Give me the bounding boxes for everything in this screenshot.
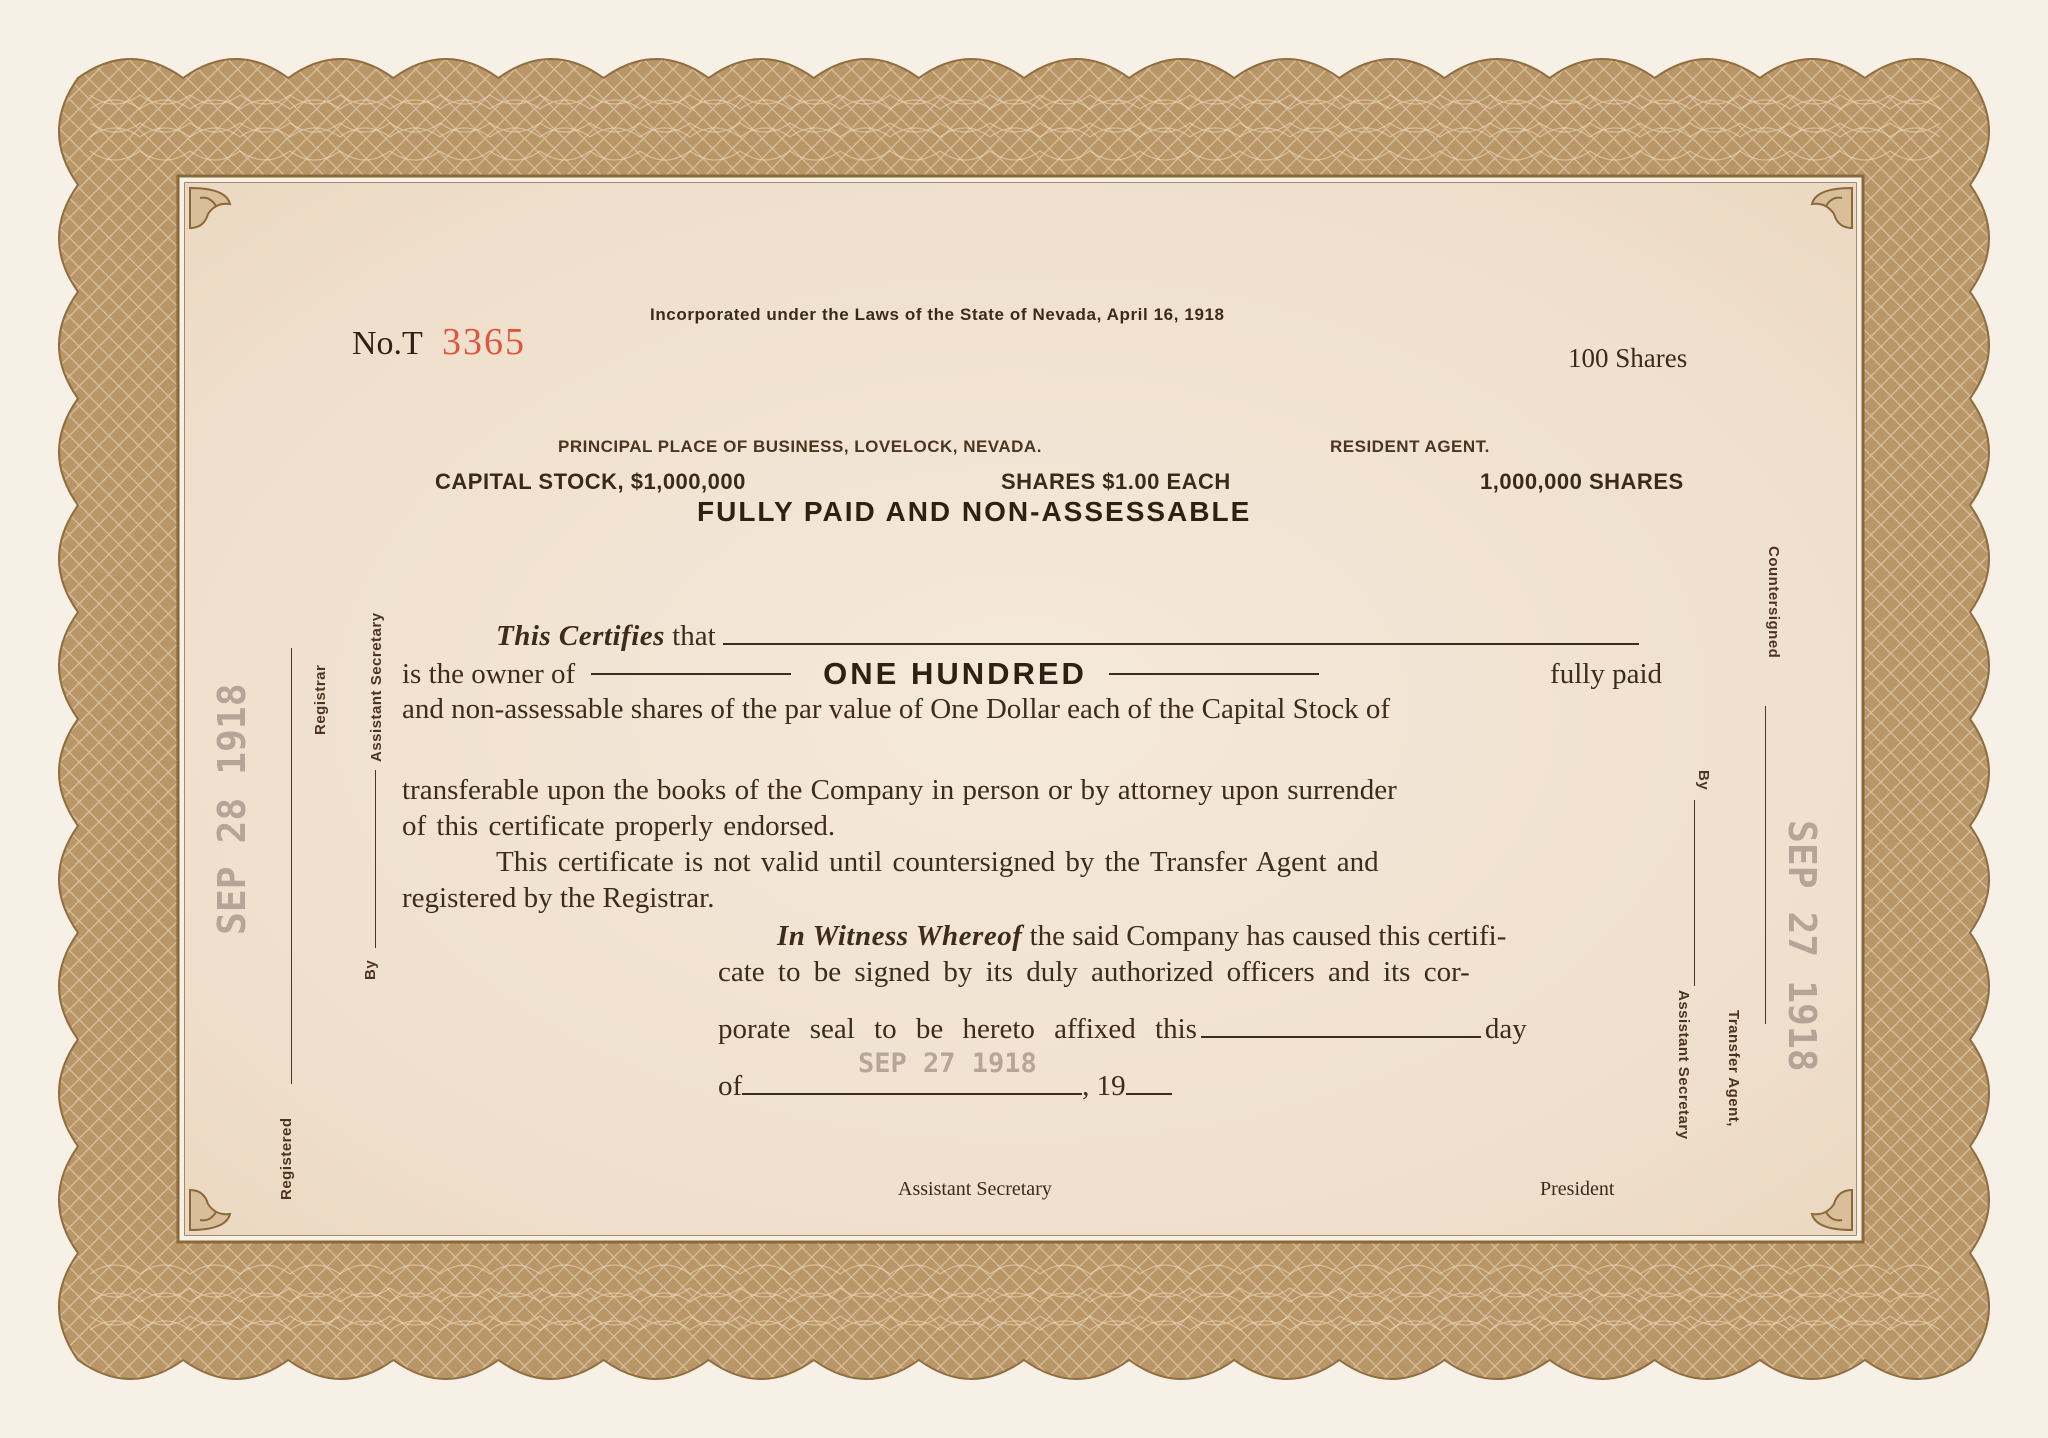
body-line-3: and non-assessable shares of the par value of One Dollar each of the Capital Stock of <box>402 693 1391 725</box>
shares-count: 100 Shares <box>1568 343 1688 373</box>
body-line-5: of this certificate properly endorsed. <box>402 810 836 842</box>
body-line-4: transferable upon the books of the Company in person or by attorney upon surrender <box>402 774 1397 806</box>
rule-right <box>1109 673 1319 675</box>
date-stamp-middle: SEP 27 1918 <box>858 1048 1037 1079</box>
registrar-sign-line[interactable] <box>291 648 292 1084</box>
corner-ornament-top-left <box>186 184 256 254</box>
right-by-label: By <box>1695 770 1712 791</box>
day-text: day <box>1484 1013 1527 1045</box>
witness-line <box>777 920 1657 953</box>
capital-stock: CAPITAL STOCK, $1,000,000 <box>435 469 746 494</box>
witness-lead: In Witness Whereof <box>777 920 1023 952</box>
left-assistant-secretary-line[interactable] <box>375 770 376 948</box>
body-line-7: registered by the Registrar. <box>402 882 715 914</box>
witness-rest: the said Company has caused this certifi- <box>1022 920 1507 952</box>
registrar-label: Registrar <box>312 664 329 735</box>
incorporation-line: Incorporated under the Laws of the State of Nevada, April 16, 1918 <box>650 305 1225 324</box>
affixed-text: porate seal to be hereto affixed this <box>718 1013 1197 1045</box>
body-line-9: cate to be signed by its duly authorized officers and its cor- <box>718 956 1470 988</box>
left-assistant-secretary-label: Assistant Secretary <box>368 612 385 762</box>
fully-paid-text: fully paid <box>1550 657 1662 690</box>
date-stamp-right: SEP 27 1918 <box>1780 820 1824 1072</box>
year-field[interactable] <box>1126 1093 1172 1095</box>
countersigned-label: Countersigned <box>1765 546 1782 659</box>
transfer-agent-label: Transfer Agent, <box>1725 1010 1742 1127</box>
certificate-number: 3365 <box>442 321 526 363</box>
share-amount: ONE HUNDRED <box>823 656 1087 691</box>
principal-place: PRINCIPAL PLACE OF BUSINESS, LOVELOCK, NEVADA. <box>558 437 1042 456</box>
right-assistant-secretary-line[interactable] <box>1694 800 1695 986</box>
certifies-line <box>402 620 1662 653</box>
certifies-lead: This Certifies <box>496 620 665 652</box>
assistant-secretary-signature-label: Assistant Secretary <box>898 1178 1052 1200</box>
resident-agent: RESIDENT AGENT. <box>1330 437 1490 456</box>
corner-ornament-top-right <box>1786 184 1856 254</box>
corner-ornament-bottom-left <box>186 1164 256 1234</box>
countersign-line[interactable] <box>1765 706 1766 1024</box>
right-assistant-secretary-label: Assistant Secretary <box>1675 990 1692 1140</box>
registered-label: Registered <box>278 1117 295 1200</box>
left-by-label: By <box>362 959 379 980</box>
corner-ornament-bottom-right <box>1786 1164 1856 1234</box>
of-text: of <box>718 1070 743 1102</box>
owner-of-text: is the owner of <box>402 657 576 690</box>
fully-paid-title: FULLY PAID AND NON-ASSESSABLE <box>697 496 1252 527</box>
owner-name-line[interactable] <box>723 643 1639 645</box>
year-prefix: , 19 <box>1082 1070 1126 1102</box>
month-field[interactable] <box>742 1093 1082 1095</box>
rule-left <box>591 673 791 675</box>
date-stamp-left: SEP 28 1918 <box>210 683 254 935</box>
certifies-that: that <box>664 620 716 652</box>
total-shares: 1,000,000 SHARES <box>1480 469 1684 494</box>
body-line-6: This certificate is not valid until countersigned by the Transfer Agent and <box>496 846 1379 878</box>
affixed-line <box>718 1013 1658 1046</box>
president-signature-label: President <box>1540 1178 1615 1200</box>
number-prefix: No.T <box>352 325 423 362</box>
day-field[interactable] <box>1201 1036 1481 1038</box>
share-price: SHARES $1.00 EACH <box>1001 469 1231 494</box>
certificate-number-label <box>352 325 423 363</box>
owner-of-line <box>402 656 1662 692</box>
